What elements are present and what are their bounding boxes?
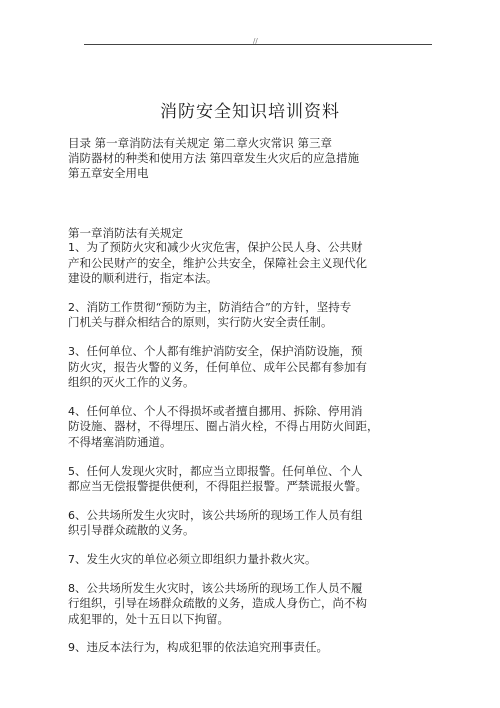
item-number: 2 [68,300,75,314]
item-text: 、任何单位、个人都有维护消防安全，保护消防设施，预 防火灾，报告火警的义务，任何单位、成年公民都有参加有 组织的灭火工作的义务。 [68,343,367,390]
item-number: 1 [68,241,75,254]
table-of-contents [68,136,448,181]
item-text: 、公共场所发生火灾时，该公共场所的现场工作人员不履 行组织，引导在场群众疏散的义务，造成人身伤亡，尚不构 成犯罪的，处十五日以下拘留。 [68,580,367,626]
toc-line: 第五章安全用电 [68,166,149,180]
item-text: 、发生火灾的单位必须立即组织力量扑救火灾。 [75,551,317,566]
toc-line: 目录 第一章消防法有关规定 第二章火灾常识 第三章 [68,136,332,150]
regulation-item [68,552,448,568]
item-number: 6 [68,508,75,522]
item-text: 、公共场所发生火灾时，该公共场所的现场工作人员有组 织引导群众疏散的义务。 [68,507,363,538]
regulation-item [68,508,448,539]
header-mark: // [253,37,258,45]
regulation-item [68,640,448,656]
item-text: 、为了预防火灾和减少火灾危害，保护公民人身、公共财 产和公民财产的安全，维护公共安全，保障社会主义现代化 建设的顺利进行，指定本法。 [68,240,367,286]
item-number: 4 [68,404,75,418]
item-text: 、任何单位、个人不得损坏或者擅自挪用、拆除、停用消 防设施、器材，不得埋压、圈占消火栓，不得占用防火间距， 不得堵塞消防通道。 [68,403,379,449]
item-number: 3 [68,344,75,358]
item-number: 7 [68,552,75,566]
regulation-list [68,240,448,669]
regulation-item [68,581,448,628]
header-rule [84,44,432,45]
regulation-item [68,464,448,495]
regulation-item [68,300,448,331]
item-number: 9 [68,641,75,655]
item-text: 、违反本法行为，构成犯罪的依法追究刑事责任。 [75,640,328,655]
item-text: 、消防工作贯彻“预防为主，防消结合”的方针，坚持专 门机关与群众相结合的原则，实行防火安全责任制。 [68,299,352,330]
item-text: 、任何人发现火灾时，都应当立即报警。任何单位、个人 都应当无偿报警提供便利，不得阻拦报警。严禁谎报火警。 [68,463,367,494]
document-title: 消防安全知识培训资料 [160,102,340,122]
item-number: 8 [68,581,75,595]
toc-line: 消防器材的种类和使用方法 第四章发生火灾后的应急措施 [68,151,360,165]
item-number: 5 [68,464,75,478]
section-heading: 第一章消防法有关规定 [68,226,183,240]
regulation-item [68,404,448,451]
regulation-item [68,344,448,391]
regulation-item [68,240,448,287]
